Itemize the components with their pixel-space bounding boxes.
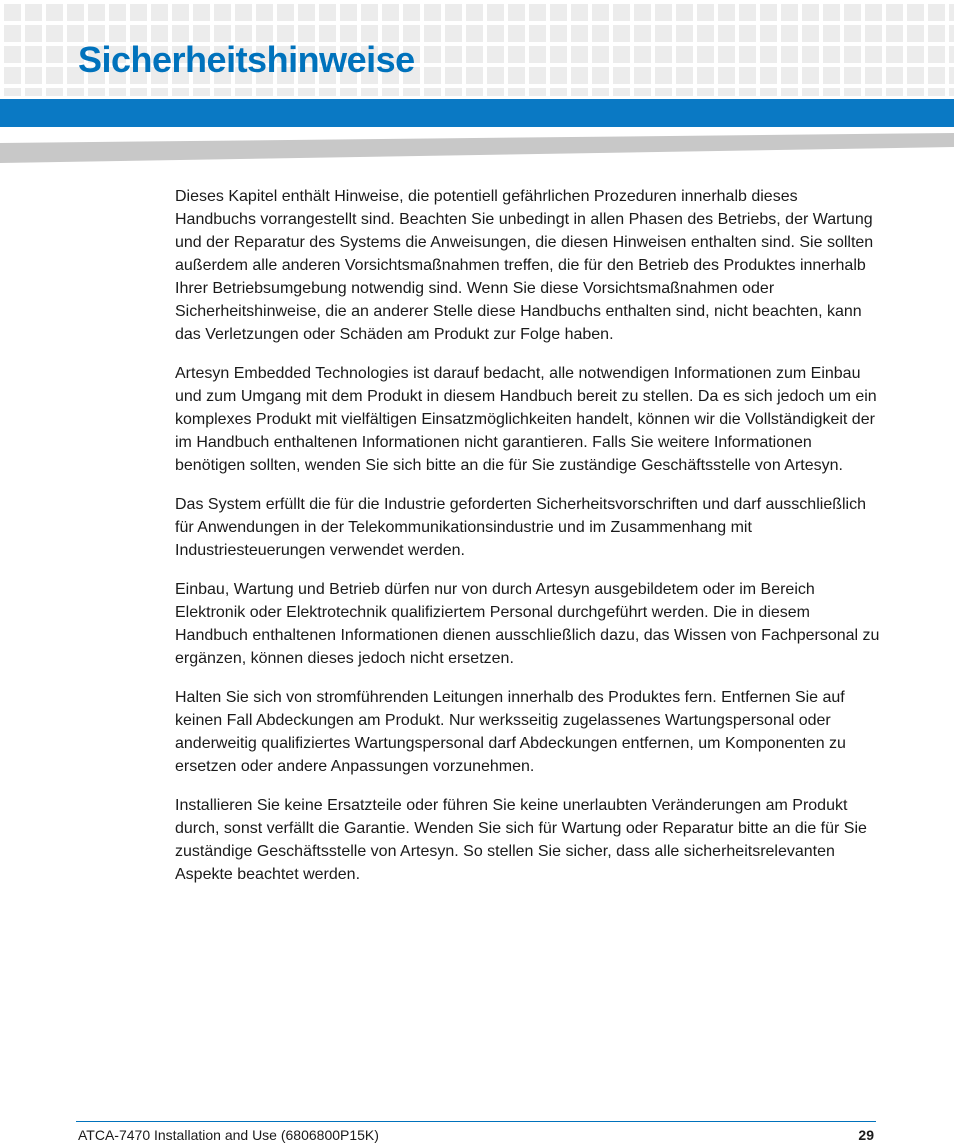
paragraph: Halten Sie sich von stromführenden Leitungen innerhalb des Produktes fern. Entfernen Sie auf keinen Fall Abdeckungen am Produkt. Nur werksseitig zugelassenes Wartungspersonal oder anderweitig qualifiziertes Wartungspersonal darf Abdeckungen entfernen, um Komponenten zu ersetzen oder andere Anpassungen vorzunehmen. (175, 689, 846, 775)
main-content (175, 185, 880, 902)
paragraph: Einbau, Wartung und Betrieb dürfen nur von durch Artesyn ausgebildetem oder im Bereich Elektronik oder Elektrotechnik qualifiziertem Personal durchgeführt werden. Die in diesem Handbuch enthaltenen Informationen dienen ausschließlich dazu, das Wissen von Fachpersonal zu ergänzen, können dieses jedoch nicht ersetzen. (175, 581, 880, 667)
header-grey-wedge (0, 133, 954, 163)
header-blue-bar (0, 99, 954, 127)
page-title: Sicherheitshinweise (78, 39, 415, 80)
page-number: 29 (858, 1127, 874, 1143)
paragraph: Das System erfüllt die für die Industrie geforderten Sicherheitsvorschriften und darf ausschließlich für Anwendungen in der Telekommunikationsindustrie und im Zusammenhang mit Industriesteuerungen verwendet werden. (175, 496, 866, 559)
paragraph: Artesyn Embedded Technologies ist darauf bedacht, alle notwendigen Informationen zum Einbau und zum Umgang mit dem Produkt in diesem Handbuch bereit zu stellen. Da es sich jedoch um ein komplexes Produkt mit vielfältigen Einsatzmöglichkeiten handelt, können wir die Vollständigkeit der im Handbuch enthaltenen Informationen nicht garantieren. Falls Sie weitere Informationen benötigen sollten, wenden Sie sich bitte an die für Sie zuständige Geschäftsstelle von Artesyn. (175, 365, 877, 474)
paragraph: Dieses Kapitel enthält Hinweise, die potentiell gefährlichen Prozeduren innerhalb dieses Handbuchs vorrangestellt sind. Beachten Sie unbedingt in allen Phasen des Betriebs, der Wartung und der Reparatur des Systems die Anweisungen, die diesen Hinweisen enthalten sind. Sie sollten außerdem alle anderen Vorsichtsmaßnahmen treffen, die für den Betrieb des Produktes innerhalb Ihrer Betriebsumgebung notwendig sind. Wenn Sie diese Vorsichtsmaßnahmen oder Sicherheitshinweise, die an anderer Stelle diese Handbuchs enthalten sind, nicht beachten, kann das Verletzungen oder Schäden am Produkt zur Folge haben. (175, 188, 874, 343)
footer-doc-title: ATCA-7470 Installation and Use (6806800P15K) (78, 1127, 379, 1143)
footer-rule (76, 1121, 876, 1122)
paragraph: Installieren Sie keine Ersatzteile oder führen Sie keine unerlaubten Veränderungen am Produkt durch, sonst verfällt die Garantie. Wenden Sie sich für Wartung oder Reparatur bitte an die für Sie zuständige Geschäftsstelle von Artesyn. So stellen Sie sicher, dass alle sicherheitsrelevanten Aspekte beachtet werden. (175, 797, 867, 883)
